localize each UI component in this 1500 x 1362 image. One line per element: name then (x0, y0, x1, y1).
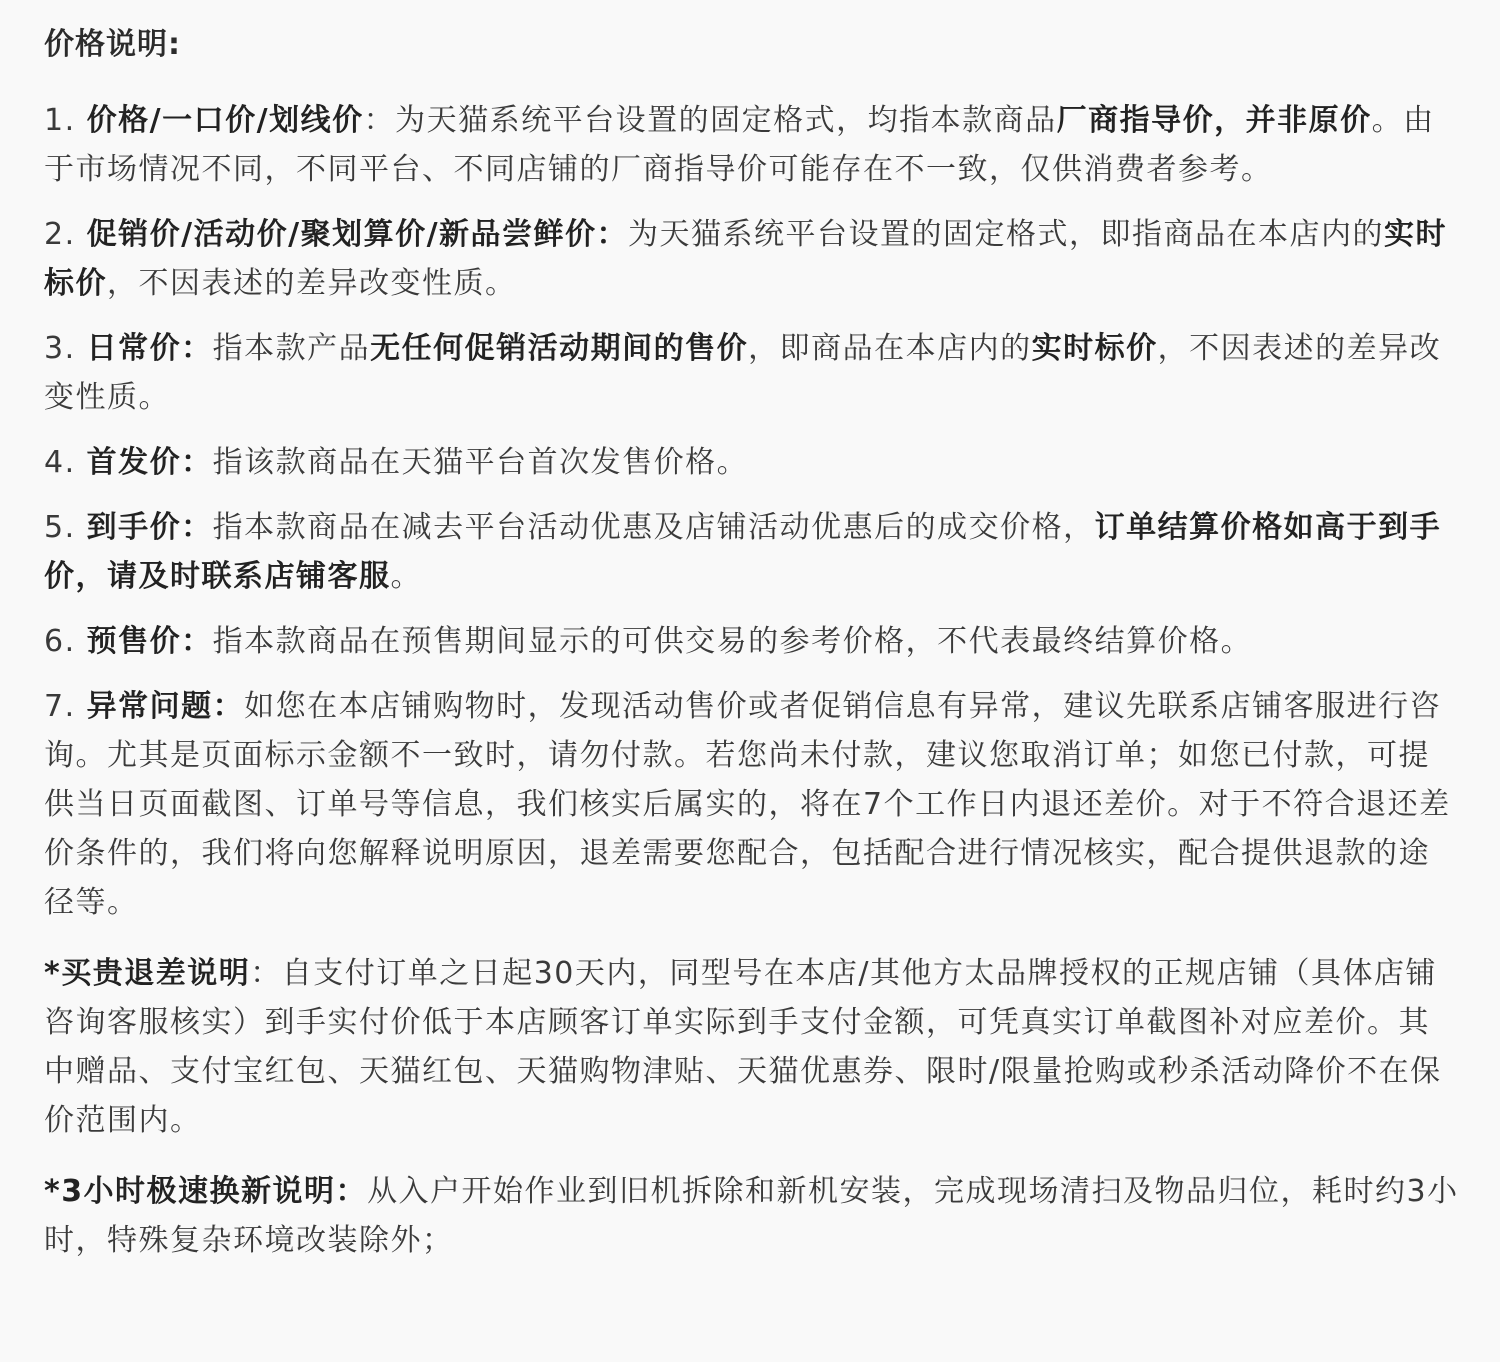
body-text: 1. (44, 103, 87, 138)
bold-text: 无任何促销活动期间的售价 (370, 331, 749, 366)
explanation-item (44, 682, 1460, 927)
body-text: 5. (44, 510, 87, 545)
body-text: ，不因表述的差异改变性质。 (44, 331, 1442, 415)
body-text: 6. (44, 624, 87, 659)
bold-text: 实时标价 (1031, 331, 1158, 366)
body-text: 7. (44, 689, 87, 724)
body-text: 3. (44, 331, 87, 366)
body-text: 指本款商品在预售期间显示的可供交易的参考价格，不代表最终结算价格。 (212, 624, 1253, 659)
body-text: 。由于市场情况不同，不同平台、不同店铺的厂商指导价可能存在不一致，仅供消费者参考。 (44, 103, 1435, 187)
body-text: 从入户开始作业到旧机拆除和新机安装，完成现场清扫及物品归位，耗时约3小时，特殊复杂环境改装除外； (44, 1174, 1459, 1258)
bold-text: *3小时极速换新说明： (44, 1174, 368, 1209)
explanation-list (44, 96, 1460, 1265)
bold-text: *买贵退差说明 (44, 956, 251, 991)
body-text: 指该款商品在天猫平台首次发售价格。 (212, 445, 749, 480)
note-paragraph (44, 949, 1460, 1145)
body-text: 4. (44, 445, 87, 480)
bold-text: 促销价/活动价/聚划算价/新品尝鲜价： (86, 217, 629, 252)
bold-text: 异常问题： (86, 689, 245, 724)
body-text: 指本款产品 (212, 331, 371, 366)
body-text: 指本款商品在减去平台活动优惠及店铺活动优惠后的成交价格， (212, 510, 1095, 545)
explanation-item (44, 96, 1460, 194)
bold-text: 实时标价 (44, 217, 1448, 301)
bold-text: 首发价： (86, 445, 213, 480)
bold-text: 预售价： (86, 624, 213, 659)
explanation-item (44, 617, 1460, 666)
explanation-item (44, 503, 1460, 601)
explanation-item (44, 210, 1460, 308)
explanation-item (44, 438, 1460, 487)
body-text: 2. (44, 217, 87, 252)
body-text: 。 (390, 559, 422, 594)
body-text: ：为天猫系统平台设置的固定格式，均指本款商品 (363, 103, 1057, 138)
body-text: ：自支付订单之日起30天内，同型号在本店/其他方太品牌授权的正规店铺（具体店铺咨询客服核实）到手实付价低于本店顾客订单实际到手支付金额，可凭真实订单截图补对应差价。其中赠品、支付宝红包、天猫红包、天猫购物津贴、天猫优惠券、限时/限量抢购或秒杀活动降价不在保价范围内。 (44, 956, 1442, 1138)
bold-text: 到手价： (86, 510, 213, 545)
bold-text: 厂商指导价，并非原价 (1056, 103, 1372, 138)
body-text: 为天猫系统平台设置的固定格式，即指商品在本店内的 (628, 217, 1385, 252)
document-title: 价格说明: (44, 27, 181, 62)
explanation-item (44, 324, 1460, 422)
body-text: ，即商品在本店内的 (748, 331, 1032, 366)
bold-text: 价格/一口价/划线价 (86, 103, 364, 138)
body-text: 如您在本店铺购物时，发现活动售价或者促销信息有异常，建议先联系店铺客服进行咨询。尤其是页面标示金额不一致时，请勿付款。若您尚未付款，建议您取消订单；如您已付款，可提供当日页面截图、订单号等信息，我们核实后属实的，将在7个工作日内退还差价。对于不符合退还差价条件的，我们将向您解释说明原因，退差需要您配合，包括配合进行情况核实，配合提供退款的途径等。 (44, 689, 1451, 920)
bold-text: 订单结算价格如高于到手价，请及时联系店铺客服 (44, 510, 1442, 594)
note-paragraph (44, 1167, 1460, 1265)
bold-text: 日常价： (86, 331, 213, 366)
body-text: ，不因表述的差异改变性质。 (107, 266, 517, 301)
